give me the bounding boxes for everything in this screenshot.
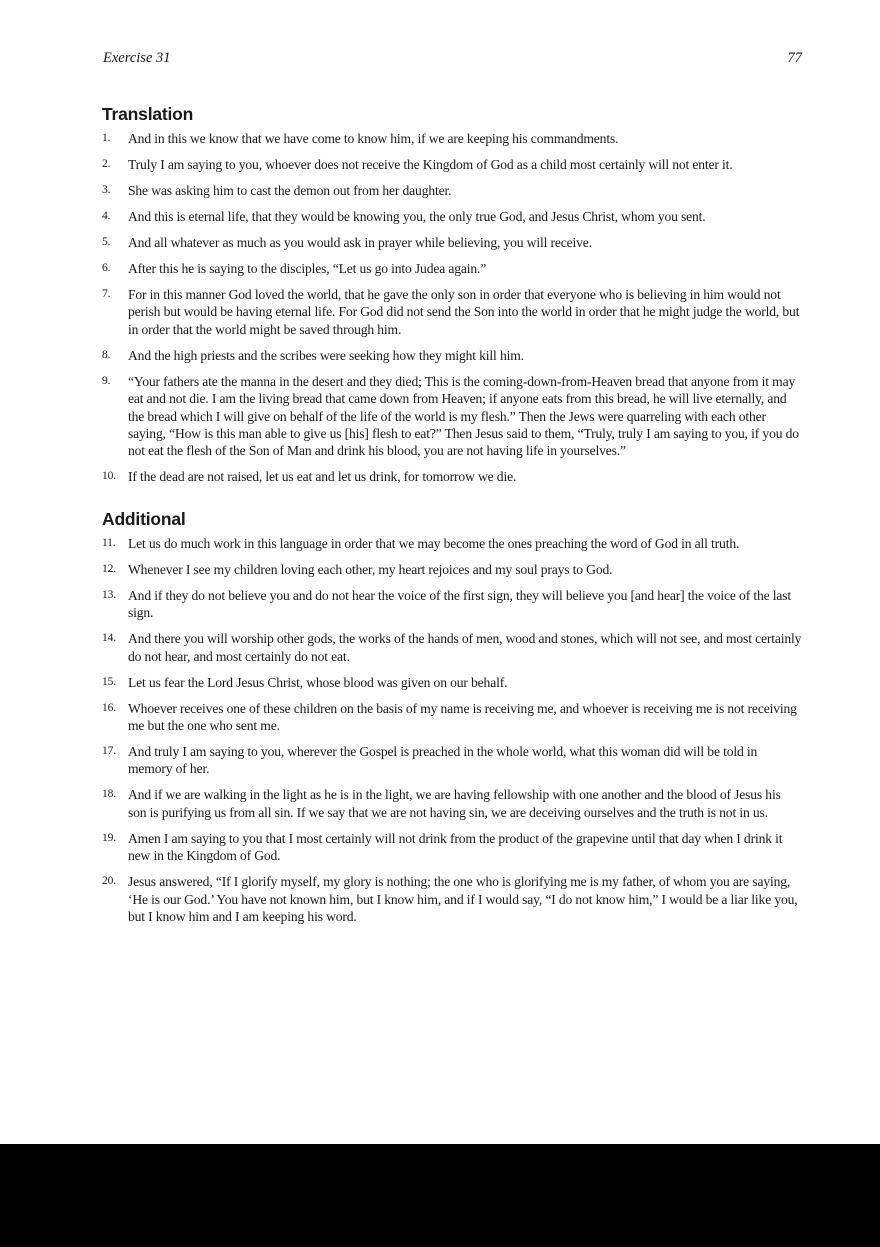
page-number: 77	[787, 50, 802, 66]
item-number: 16.	[102, 701, 116, 714]
translation-list	[102, 130, 802, 486]
list-item	[102, 700, 802, 735]
item-number: 9.	[102, 374, 111, 387]
item-text: And there you will worship other gods, the works of the hands of men, wood and stones, which will not see, and most certainly do not hear, and most certainly do not eat.	[128, 631, 802, 664]
item-number: 17.	[102, 745, 116, 758]
item-text: After this he is saying to the disciples, “Let us go into Judea again.”	[128, 261, 487, 276]
list-item	[102, 630, 802, 665]
item-text: And in this we know that we have come to know him, if we are keeping his commandments.	[128, 131, 619, 146]
list-item	[102, 208, 802, 225]
item-text: And if they do not believe you and do not hear the voice of the first sign, they will believe you [and hear] the voice of the last sign.	[128, 587, 792, 621]
item-text: Whenever I see my children loving each other, my heart rejoices and my soul prays to God.	[128, 561, 613, 577]
item-text: For in this manner God loved the world, that he gave the only son in order that everyone who is believing in him would not perish but would be having eternal life. For God did not send the Son into the world in order that he might judge the world, but in order that the world might be saved through him.	[128, 287, 800, 337]
item-number: 18.	[102, 788, 116, 801]
item-number: 12.	[102, 562, 116, 575]
item-text: And the high priests and the scribes were seeking how they might kill him.	[128, 347, 524, 363]
item-number: 14.	[102, 632, 116, 645]
list-item	[102, 743, 802, 778]
item-number: 3.	[102, 184, 111, 196]
item-text: If the dead are not raised, let us eat and let us drink, for tomorrow we die.	[128, 469, 517, 485]
item-number: 4.	[102, 210, 111, 222]
item-text: Whoever receives one of these children on the basis of my name is receiving me, and whoever is receiving me is not receiving me but the one who sent me.	[128, 700, 797, 734]
list-item	[102, 373, 802, 460]
list-item	[102, 347, 802, 364]
item-text: And truly I am saying to you, wherever the Gospel is preached in the whole world, what this woman did will be told in memory of her.	[128, 744, 758, 777]
list-item	[102, 234, 802, 251]
running-head	[103, 50, 802, 70]
item-text: She was asking him to cast the demon out from her daughter.	[128, 183, 452, 198]
item-number: 6.	[102, 262, 111, 274]
item-number: 2.	[102, 158, 111, 170]
list-item	[102, 830, 802, 865]
item-number: 1.	[102, 132, 111, 144]
list-item	[102, 130, 802, 147]
item-number: 13.	[102, 588, 116, 601]
page-content	[102, 102, 802, 934]
list-item	[102, 468, 802, 485]
list-item	[102, 561, 802, 578]
item-number: 15.	[102, 675, 116, 688]
item-text: And all whatever as much as you would ask in prayer while believing, you will receive.	[128, 235, 592, 250]
list-item	[102, 286, 802, 338]
list-item	[102, 260, 802, 277]
list-item	[102, 786, 802, 821]
section-heading-additional: Additional	[102, 508, 186, 529]
item-text: “Your fathers ate the manna in the desert and they died; This is the coming-down-from-Heaven bread that anyone from it may eat and not die. I am the living bread that came down from Heaven; if anyone eats from this bread, he will live eternally, and the bread which I will give on behalf of the life of the world is my flesh.” Then the Jews were quarreling with each other saying, “How is this man able to give us [his] flesh to eat?” Then Jesus said to them, “Truly, truly I am saying to you, if you do not eat the flesh of the Son of Man and drink his blood, you are not having life in yourselves.”	[128, 373, 799, 459]
additional-list	[102, 535, 802, 926]
item-number: 19.	[102, 831, 116, 844]
item-text: Amen I am saying to you that I most certainly will not drink from the product of the grapevine until that day when I drink it new in the Kingdom of God.	[128, 830, 783, 864]
list-item	[102, 182, 802, 199]
item-number: 5.	[102, 236, 111, 248]
item-text: Let us do much work in this language in order that we may become the ones preaching the word of God in all truth.	[128, 535, 740, 551]
list-item	[102, 535, 802, 552]
item-text: Jesus answered, “If I glorify myself, my glory is nothing; the one who is glorifying me is my father, of whom you are saying, ‘He is our God.’ You have not known him, but I know him, and if I would say, “I do not know him,” I would be a liar like you, but I know him and I am keeping his word.	[128, 874, 798, 925]
bottom-black-band	[0, 1144, 880, 1247]
list-item	[102, 587, 802, 622]
item-text: Truly I am saying to you, whoever does not receive the Kingdom of God as a child most certainly will not enter it.	[128, 157, 733, 172]
item-number: 7.	[102, 288, 111, 300]
item-text: And if we are walking in the light as he is in the light, we are having fellowship with one another and the blood of Jesus his son is purifying us from all sin. If we say that we are not having sin, we are deceiving ourselves and the truth is not in us.	[128, 787, 781, 820]
section-heading-translation: Translation	[102, 104, 194, 124]
item-number: 10.	[102, 470, 116, 483]
item-number: 11.	[102, 536, 116, 549]
item-number: 8.	[102, 348, 111, 361]
item-number: 20.	[102, 875, 116, 888]
list-item	[102, 873, 802, 925]
item-text: And this is eternal life, that they would be knowing you, the only true God, and Jesus Christ, whom you sent.	[128, 209, 706, 224]
list-item	[102, 674, 802, 691]
list-item	[102, 156, 802, 173]
chapter-title: Exercise 31	[103, 50, 171, 66]
item-text: Let us fear the Lord Jesus Christ, whose blood was given on our behalf.	[128, 674, 508, 690]
